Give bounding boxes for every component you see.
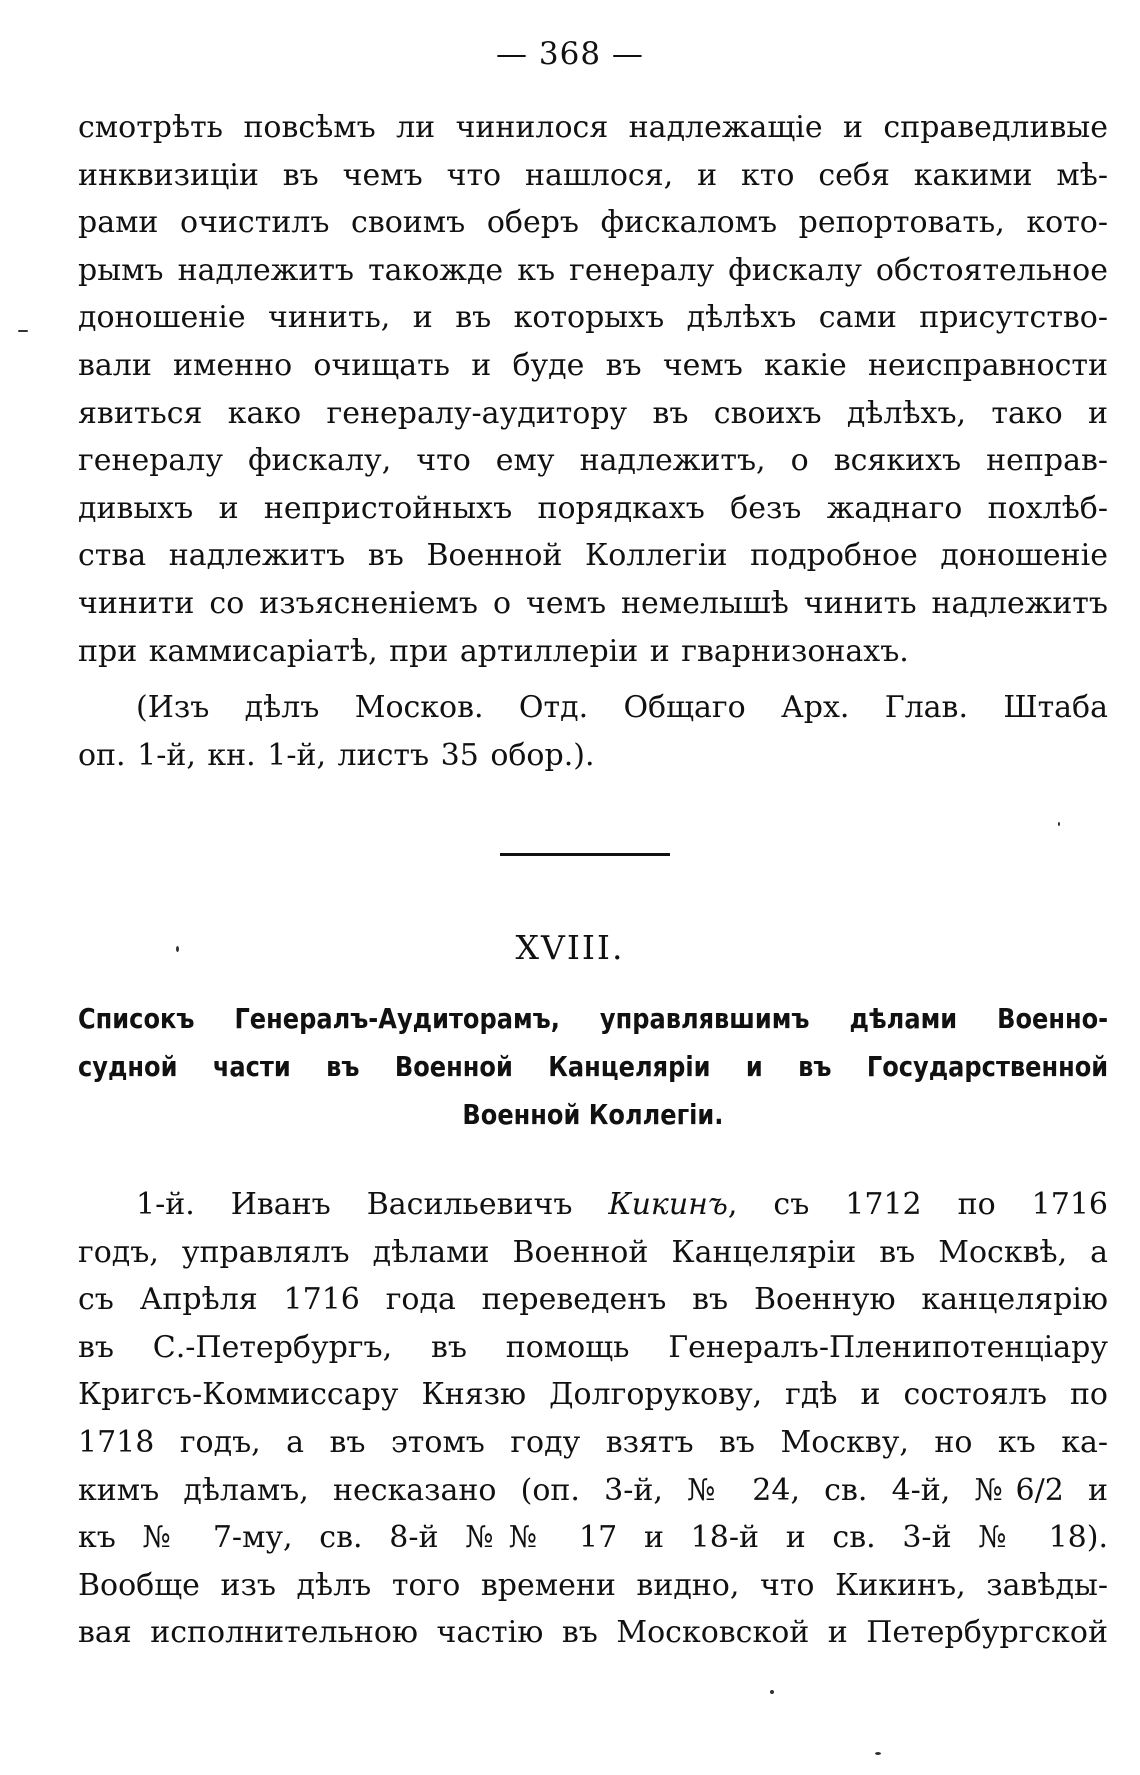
paragraph-instructions [78,104,1108,675]
paragraph-line: вая исполнительною частію въ Московской и Петербургской [78,1615,1108,1651]
paragraph-line: въ С.-Петербургъ, въ помощь Генералъ-Пленипотенціару [78,1329,1108,1365]
paragraph-line: рами очистилъ своимъ оберъ фискаломъ репортовать, кото- [78,205,1108,241]
source-note-line: оп. 1-й, кн. 1-й, листъ 35 обор.). [78,737,595,773]
paragraph-line: вали именно очищать и буде въ чемъ какіе неисправности [78,347,1108,383]
heading-line: Военной Коллегіи. [462,1098,724,1131]
section-number: XVIII. [515,928,625,967]
paragraph-line: при каммисаріатѣ, при артиллеріи и гварнизонахъ. [78,633,909,669]
paragraph-line: рымъ надлежитъ такожде къ генералу фискалу обстоятельное [78,252,1108,288]
paragraph-line: Кригсъ-Коммиссару Князю Долгорукову, гдѣ и состоялъ по [78,1377,1108,1413]
paragraph-line: чинити со изъясненіемъ о чемъ немелышѣ чинить надлежитъ [78,585,1108,621]
paragraph-line: доношеніе чинить, и въ которыхъ дѣлѣхъ сами присутство- [78,300,1108,336]
paragraph-line [78,1181,1108,1229]
scan-speck [875,1752,881,1755]
heading-line: Списокъ Генералъ-Аудиторамъ, управлявшимъ дѣлами Военно- [78,1002,1109,1035]
paragraph-line: ства надлежитъ въ Военной Коллегіи подробное доношеніе [78,538,1108,574]
paragraph-line: 1718 годъ, а въ этомъ году взятъ въ Москву, но къ ка- [78,1424,1108,1460]
paragraph-line: генералу фискалу, что ему надлежитъ, о всякихъ неправ- [78,443,1108,479]
paragraph-kikin [78,1181,1108,1657]
entry-suffix: , съ 1712 по 1716 [727,1187,1109,1222]
scan-speck [18,330,28,332]
source-note [78,684,1108,779]
paragraph-line: къ № 7-му, св. 8-й №№ 17 и 18-й и св. 3-й № 18). [78,1520,1108,1556]
scan-speck [176,946,179,952]
paragraph-line: смотрѣть повсѣмъ ли чинилося надлежащіе и справедливые [78,110,1108,145]
paragraph-line: Вообще изъ дѣлъ того времени видно, что Кикинъ, завѣды- [78,1567,1108,1603]
source-note-line: (Изъ дѣлъ Москов. Отд. Общаго Арх. Глав. Штаба [136,690,1108,725]
paragraph-line: годъ, управлялъ дѣлами Военной Канцеляріи въ Москвѣ, а [78,1234,1108,1270]
section-divider [500,853,670,856]
paragraph-line: кимъ дѣламъ, несказано (оп. 3-й, № 24, св. 4-й, №6/2 и [78,1472,1108,1508]
person-name: Кикинъ [608,1187,728,1222]
paragraph-line: съ Апрѣля 1716 года переведенъ въ Военную канцелярію [78,1282,1108,1318]
scan-speck [770,1690,774,1694]
section-heading [78,995,1108,1139]
entry-prefix: 1-й. Иванъ Васильевичъ [136,1187,609,1222]
paragraph-line: дивыхъ и непристойныхъ порядкахъ безъ жаднаго похлѣб- [78,490,1108,526]
paragraph-line: явиться како генералу-аудитору въ своихъ дѣлѣхъ, тако и [78,395,1108,431]
scan-speck [1058,822,1060,826]
page-number: — 368 — [496,36,644,72]
paragraph-line: инквизиціи въ чемъ что нашлося, и кто себя какими мѣ- [78,157,1108,193]
heading-line: судной части въ Военной Канцеляріи и въ Государственной [78,1050,1109,1083]
